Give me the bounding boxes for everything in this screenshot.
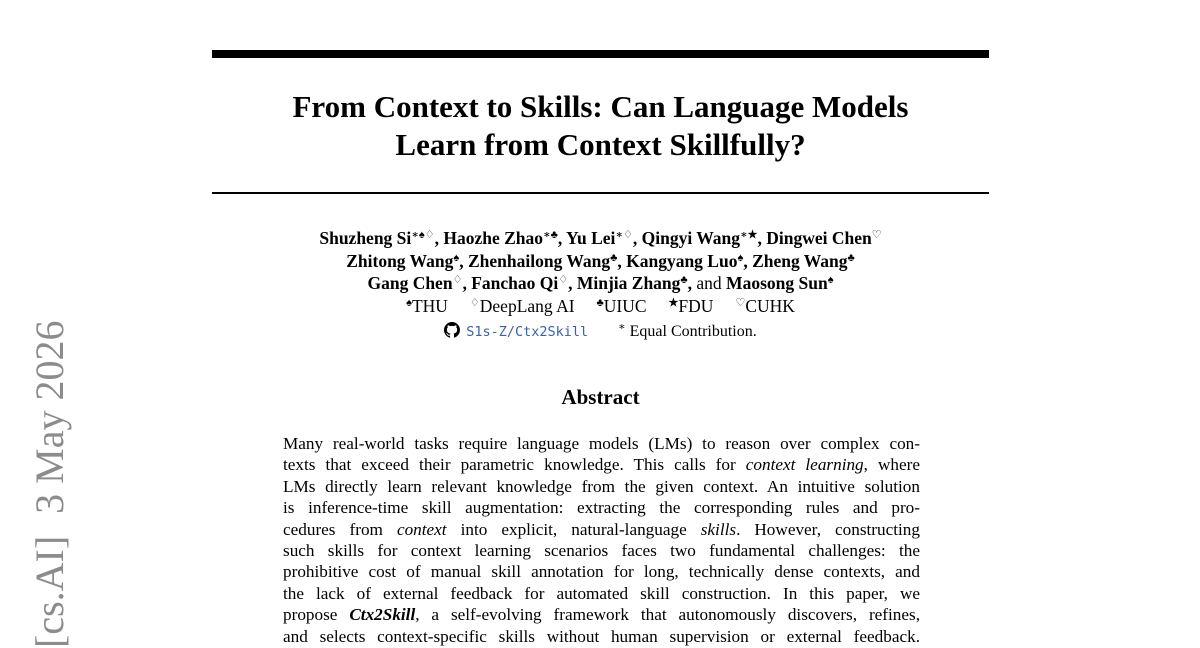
author-name: Shuzheng Si — [319, 228, 412, 248]
title-line-2: Learn from Context Skillfully? — [395, 127, 806, 162]
title-line-1: From Context to Skills: Can Language Models — [292, 89, 909, 124]
author-name: Zheng Wang — [752, 250, 848, 271]
abstract-body — [283, 433, 920, 647]
repo-link[interactable]: S1s-Z/Ctx2Skill — [466, 324, 589, 340]
author-affil-mark: ♣ — [610, 251, 618, 264]
affiliation-mark: ♡ — [735, 296, 746, 309]
abstract-line — [283, 433, 920, 454]
abstract-text: . However, constructing — [736, 519, 920, 539]
author-separator: and — [692, 273, 727, 293]
author-affil-mark: ♢ — [452, 274, 463, 286]
author-separator: , — [687, 273, 693, 293]
author-separator: , — [459, 250, 468, 271]
abstract-text: the lack of external feedback for automated skill construction. In this paper, we — [283, 583, 920, 603]
abstract-emphasis: skills — [700, 519, 737, 539]
abstract-line — [283, 497, 920, 518]
author-name: Haozhe Zhao — [443, 228, 544, 248]
author-affil-mark: ∗♢ — [615, 229, 633, 241]
author-name: Gang Chen — [367, 273, 453, 293]
equal-mark: ∗ — [618, 321, 626, 333]
affiliation-name: UIUC — [603, 295, 647, 316]
author-name: Maosong Sun — [726, 273, 828, 293]
abstract-emphasis: context — [396, 519, 447, 539]
author-name: Qingyi Wang — [641, 228, 741, 248]
author-name: Yu Lei — [565, 228, 616, 248]
author-separator: , — [757, 228, 767, 248]
abstract-line — [283, 476, 920, 497]
abstract-text: is inference-time skill augmentation: extracting the corresponding rules and pro- — [283, 498, 920, 518]
author-line-1 — [212, 227, 989, 250]
author-name: Minjia Zhang — [576, 273, 681, 293]
abstract-text: texts that exceed their parametric knowledge. This calls for — [283, 455, 746, 475]
title-rule — [212, 192, 989, 194]
abstract-heading: Abstract — [561, 385, 640, 409]
author-affil-mark: ∗♣ — [543, 229, 558, 241]
arxiv-stamp — [27, 320, 72, 648]
author-line-2 — [212, 250, 989, 273]
author-affil-mark: ∗★ — [740, 229, 758, 241]
author-separator: , — [743, 250, 753, 271]
github-icon[interactable] — [444, 322, 460, 338]
abstract-text: Many real-world tasks require language models (LMs) to reason over complex con- — [283, 434, 920, 453]
abstract-text: cedures from — [283, 519, 397, 539]
affiliation-mark: ★ — [668, 296, 679, 309]
affiliation-name: CUHK — [745, 295, 795, 316]
abstract-text: , where — [863, 455, 920, 475]
author-name: Kangyang Luo — [626, 250, 738, 271]
arxiv-category: [cs.AI] — [27, 535, 72, 648]
affiliation-line — [212, 295, 989, 318]
framework-name — [349, 605, 415, 624]
author-separator: , — [462, 273, 472, 293]
affiliation-item — [597, 296, 647, 316]
affiliation-item — [669, 296, 714, 316]
author-separator: , — [557, 228, 566, 248]
abstract-emphasis: context learning — [745, 455, 864, 475]
author-affil-mark: ♣ — [680, 274, 688, 286]
abstract-line — [283, 454, 920, 475]
author-affil-mark: ♠ — [827, 274, 834, 286]
equal-contribution-note: Equal Contribution. — [629, 323, 757, 340]
paper-title — [212, 88, 989, 164]
abstract-line — [283, 540, 920, 561]
abstract-text: into explicit, natural-language — [446, 519, 701, 539]
abstract-text: propose — [283, 605, 350, 625]
affiliation-mark: ♢ — [469, 296, 480, 309]
affiliation-name: FDU — [678, 295, 714, 316]
author-block — [212, 227, 989, 317]
affiliation-item — [406, 296, 448, 316]
abstract-text: such skills for context learning scenarios faces two fundamental challenges: the — [283, 541, 920, 561]
author-separator: , — [568, 273, 577, 293]
abstract-text: LMs directly learn relevant knowledge from the given context. An intuitive solution — [283, 476, 920, 496]
author-separator: , — [434, 228, 444, 248]
affiliation-name: DeepLang AI — [479, 295, 575, 316]
author-affil-mark: ♣ — [847, 251, 855, 264]
affiliation-item — [470, 296, 575, 316]
abstract-line — [283, 626, 920, 647]
abstract-text: , a self-evolving framework that autonomously discovers, refines, — [415, 605, 920, 625]
author-affil-mark: ♠ — [453, 251, 460, 264]
author-affil-mark: ♡ — [871, 229, 882, 241]
author-name: Fanchao Qi — [471, 273, 559, 293]
abstract-line — [283, 583, 920, 604]
abstract-line — [283, 519, 920, 540]
author-line-3 — [212, 272, 989, 295]
author-affil-mark: ♠ — [737, 251, 744, 264]
affiliation-mark: ♣ — [596, 296, 604, 309]
affiliation-item — [735, 296, 794, 316]
author-affil-mark: ∗♠♢ — [411, 229, 435, 241]
repo-line — [212, 321, 989, 343]
top-rule — [212, 50, 989, 58]
author-separator: , — [617, 250, 627, 271]
affiliation-mark: ♠ — [406, 296, 412, 309]
author-name: Zhitong Wang — [346, 250, 454, 271]
abstract-text: and selects context-specific skills without human supervision or external feedback. — [283, 626, 920, 646]
author-name: Zhenhailong Wang — [467, 250, 611, 271]
arxiv-date: 3 May 2026 — [27, 320, 72, 514]
author-name: Dingwei Chen — [766, 228, 872, 248]
author-affil-mark: ♢ — [558, 274, 569, 286]
author-separator: , — [632, 228, 642, 248]
affiliation-name: THU — [411, 295, 448, 316]
abstract-text: prohibitive cost of manual skill annotation for long, technically dense contexts, and — [283, 562, 920, 582]
framework-name-text: Ctx2Skill — [349, 605, 416, 625]
abstract-line — [283, 561, 920, 582]
abstract-line — [283, 604, 920, 625]
